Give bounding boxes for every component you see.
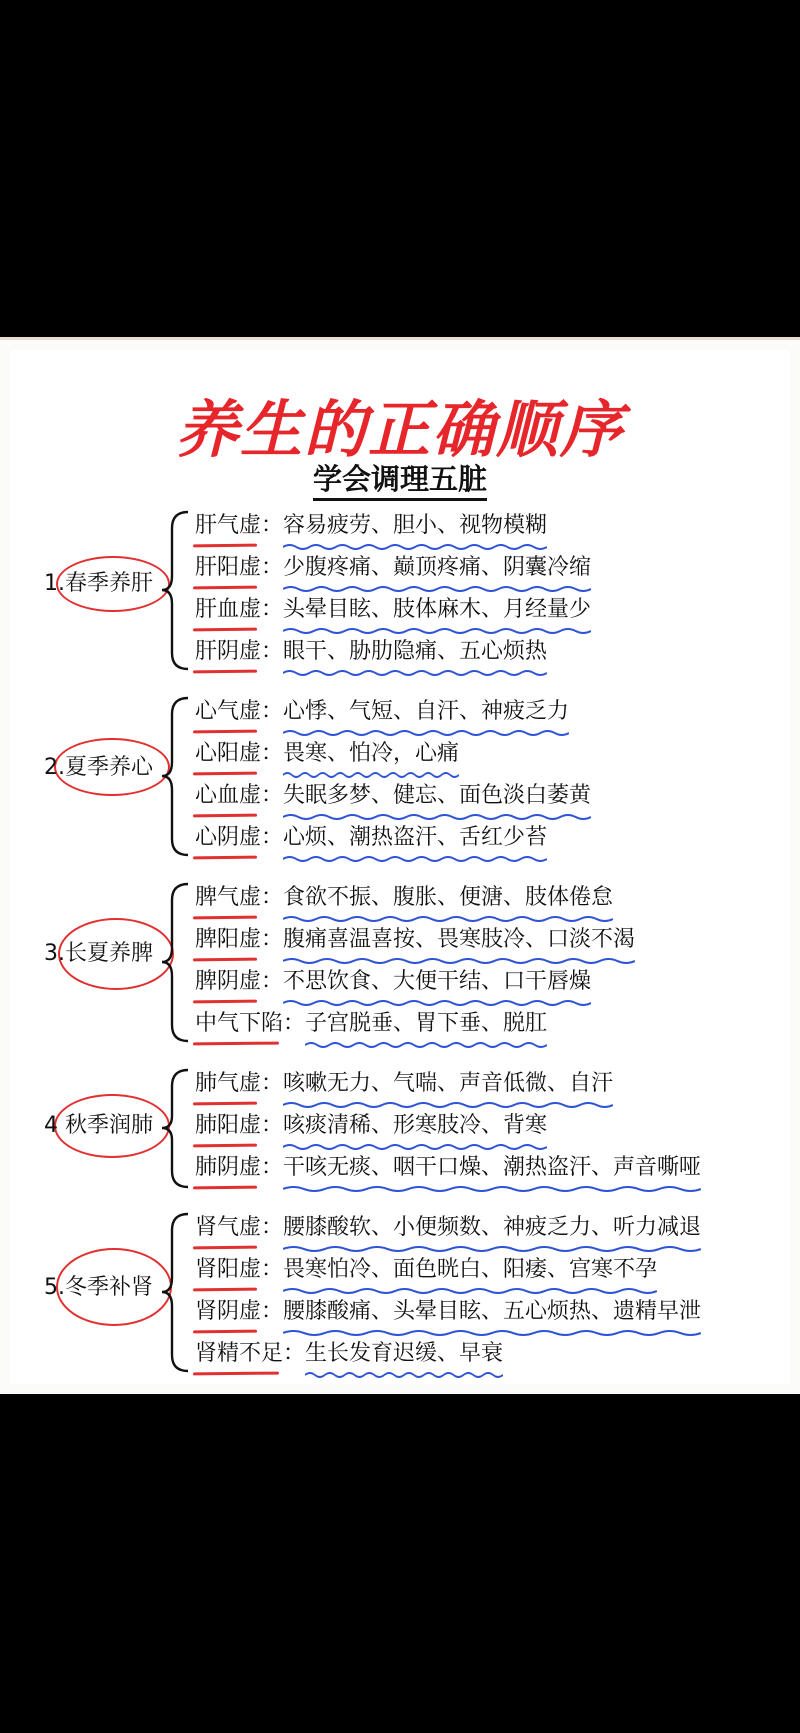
deficiency-label: 肾精不足 <box>195 1336 283 1367</box>
organ-row: 肺气虚：咳嗽无力、气喘、声音低微、自汗 <box>195 1066 613 1106</box>
season-label: 5.冬季补肾 <box>44 1275 153 1300</box>
symptoms-text: 畏寒怕冷、面色晄白、阳痿、宫寒不孕 <box>283 1252 657 1283</box>
symptoms-text: 生长发育迟缓、早衰 <box>305 1336 503 1367</box>
symptoms-text: 眼干、胁肋隐痛、五心烦热 <box>283 634 547 665</box>
symptoms-text: 容易疲劳、胆小、视物模糊 <box>283 508 547 539</box>
deficiency-label: 心血虚 <box>195 778 261 809</box>
season-label: 3.长夏养脾 <box>44 941 153 966</box>
subtitle-text: 学会调理五脏 <box>313 462 487 501</box>
season-label: 4 秋季润肺 <box>44 1113 153 1138</box>
symptoms-text: 咳嗽无力、气喘、声音低微、自汗 <box>283 1066 613 1097</box>
symptoms-text: 不思饮食、大便干结、口干唇燥 <box>283 964 591 995</box>
symptoms-text: 食欲不振、腹胀、便溏、肢体倦怠 <box>283 880 613 911</box>
wavy-underline <box>283 669 547 677</box>
organ-row: 肾气虚：腰膝酸软、小便频数、神疲乏力、听力减退 <box>195 1210 701 1250</box>
season-label: 2.夏季养心 <box>44 755 153 780</box>
symptoms-text: 心烦、潮热盗汗、舌红少苔 <box>283 820 547 851</box>
deficiency-label: 肺气虚 <box>195 1066 261 1097</box>
symptoms-text: 腰膝酸软、小便频数、神疲乏力、听力减退 <box>283 1210 701 1241</box>
deficiency-label: 脾阳虚 <box>195 922 261 953</box>
organ-row: 肝气虚：容易疲劳、胆小、视物模糊 <box>195 508 547 548</box>
deficiency-label: 中气下陷 <box>195 1006 283 1037</box>
symptoms-text: 干咳无痰、咽干口燥、潮热盗汗、声音嘶哑 <box>283 1150 701 1181</box>
organ-row: 肾阳虚：畏寒怕冷、面色晄白、阳痿、宫寒不孕 <box>195 1252 657 1292</box>
page-subtitle <box>0 457 800 498</box>
deficiency-label: 脾阴虚 <box>195 964 261 995</box>
deficiency-label: 肺阳虚 <box>195 1108 261 1139</box>
symptoms-text: 畏寒、怕冷，心痛 <box>283 736 459 767</box>
organ-row: 心阴虚：心烦、潮热盗汗、舌红少苔 <box>195 820 547 860</box>
symptoms-text: 子宫脱垂、胃下垂、脱肛 <box>305 1006 547 1037</box>
organ-row: 心血虚：失眠多梦、健忘、面色淡白萎黄 <box>195 778 591 818</box>
organ-row: 肾阴虚：腰膝酸痛、头晕目眩、五心烦热、遗精早泄 <box>195 1294 701 1334</box>
deficiency-label: 肝气虚 <box>195 508 261 539</box>
season-label: 1.春季养肝 <box>44 571 153 596</box>
organ-row: 脾阴虚：不思饮食、大便干结、口干唇燥 <box>195 964 591 1004</box>
brace-icon <box>160 508 190 673</box>
wavy-underline <box>305 1371 503 1379</box>
deficiency-label: 肾气虚 <box>195 1210 261 1241</box>
organ-row: 肺阳虚：咳痰清稀、形寒肢冷、背寒 <box>195 1108 547 1148</box>
organ-row: 肝阳虚：少腹疼痛、巅顶疼痛、阴囊冷缩 <box>195 550 591 590</box>
organ-row: 脾阳虚：腹痛喜温喜按、畏寒肢冷、口淡不渴 <box>195 922 635 962</box>
deficiency-label: 肾阴虚 <box>195 1294 261 1325</box>
symptoms-text: 心悸、气短、自汗、神疲乏力 <box>283 694 569 725</box>
symptoms-text: 腹痛喜温喜按、畏寒肢冷、口淡不渴 <box>283 922 635 953</box>
symptoms-text: 腰膝酸痛、头晕目眩、五心烦热、遗精早泄 <box>283 1294 701 1325</box>
document-sheet <box>0 337 800 1394</box>
brace-icon <box>160 694 190 859</box>
deficiency-label: 肺阴虚 <box>195 1150 261 1181</box>
deficiency-label: 心阴虚 <box>195 820 261 851</box>
brace-icon <box>160 1210 190 1375</box>
deficiency-label: 脾气虚 <box>195 880 261 911</box>
organ-row: 脾气虚：食欲不振、腹胀、便溏、肢体倦怠 <box>195 880 613 920</box>
symptoms-text: 头晕目眩、肢体麻木、月经量少 <box>283 592 591 623</box>
page-title: 养生的正确顺序 <box>175 393 624 466</box>
organ-row: 肺阴虚：干咳无痰、咽干口燥、潮热盗汗、声音嘶哑 <box>195 1150 701 1190</box>
deficiency-label: 肾阳虚 <box>195 1252 261 1283</box>
wavy-underline <box>283 1185 701 1193</box>
symptoms-text: 失眠多梦、健忘、面色淡白萎黄 <box>283 778 591 809</box>
wavy-underline <box>283 855 547 863</box>
organ-row: 肾精不足：生长发育迟缓、早衰 <box>195 1336 503 1376</box>
symptoms-text: 咳痰清稀、形寒肢冷、背寒 <box>283 1108 547 1139</box>
symptoms-text: 少腹疼痛、巅顶疼痛、阴囊冷缩 <box>283 550 591 581</box>
organ-row: 心阳虚：畏寒、怕冷，心痛 <box>195 736 459 776</box>
deficiency-label: 肝阴虚 <box>195 634 261 665</box>
wavy-underline <box>305 1041 547 1049</box>
deficiency-label: 心气虚 <box>195 694 261 725</box>
brace-icon <box>160 1066 190 1191</box>
organ-row: 心气虚：心悸、气短、自汗、神疲乏力 <box>195 694 569 734</box>
brace-icon <box>160 880 190 1045</box>
deficiency-label: 心阳虚 <box>195 736 261 767</box>
deficiency-label: 肝阳虚 <box>195 550 261 581</box>
deficiency-label: 肝血虚 <box>195 592 261 623</box>
organ-row: 肝阴虚：眼干、胁肋隐痛、五心烦热 <box>195 634 547 674</box>
organ-row: 肝血虚：头晕目眩、肢体麻木、月经量少 <box>195 592 591 632</box>
organ-row: 中气下陷：子宫脱垂、胃下垂、脱肛 <box>195 1006 547 1046</box>
